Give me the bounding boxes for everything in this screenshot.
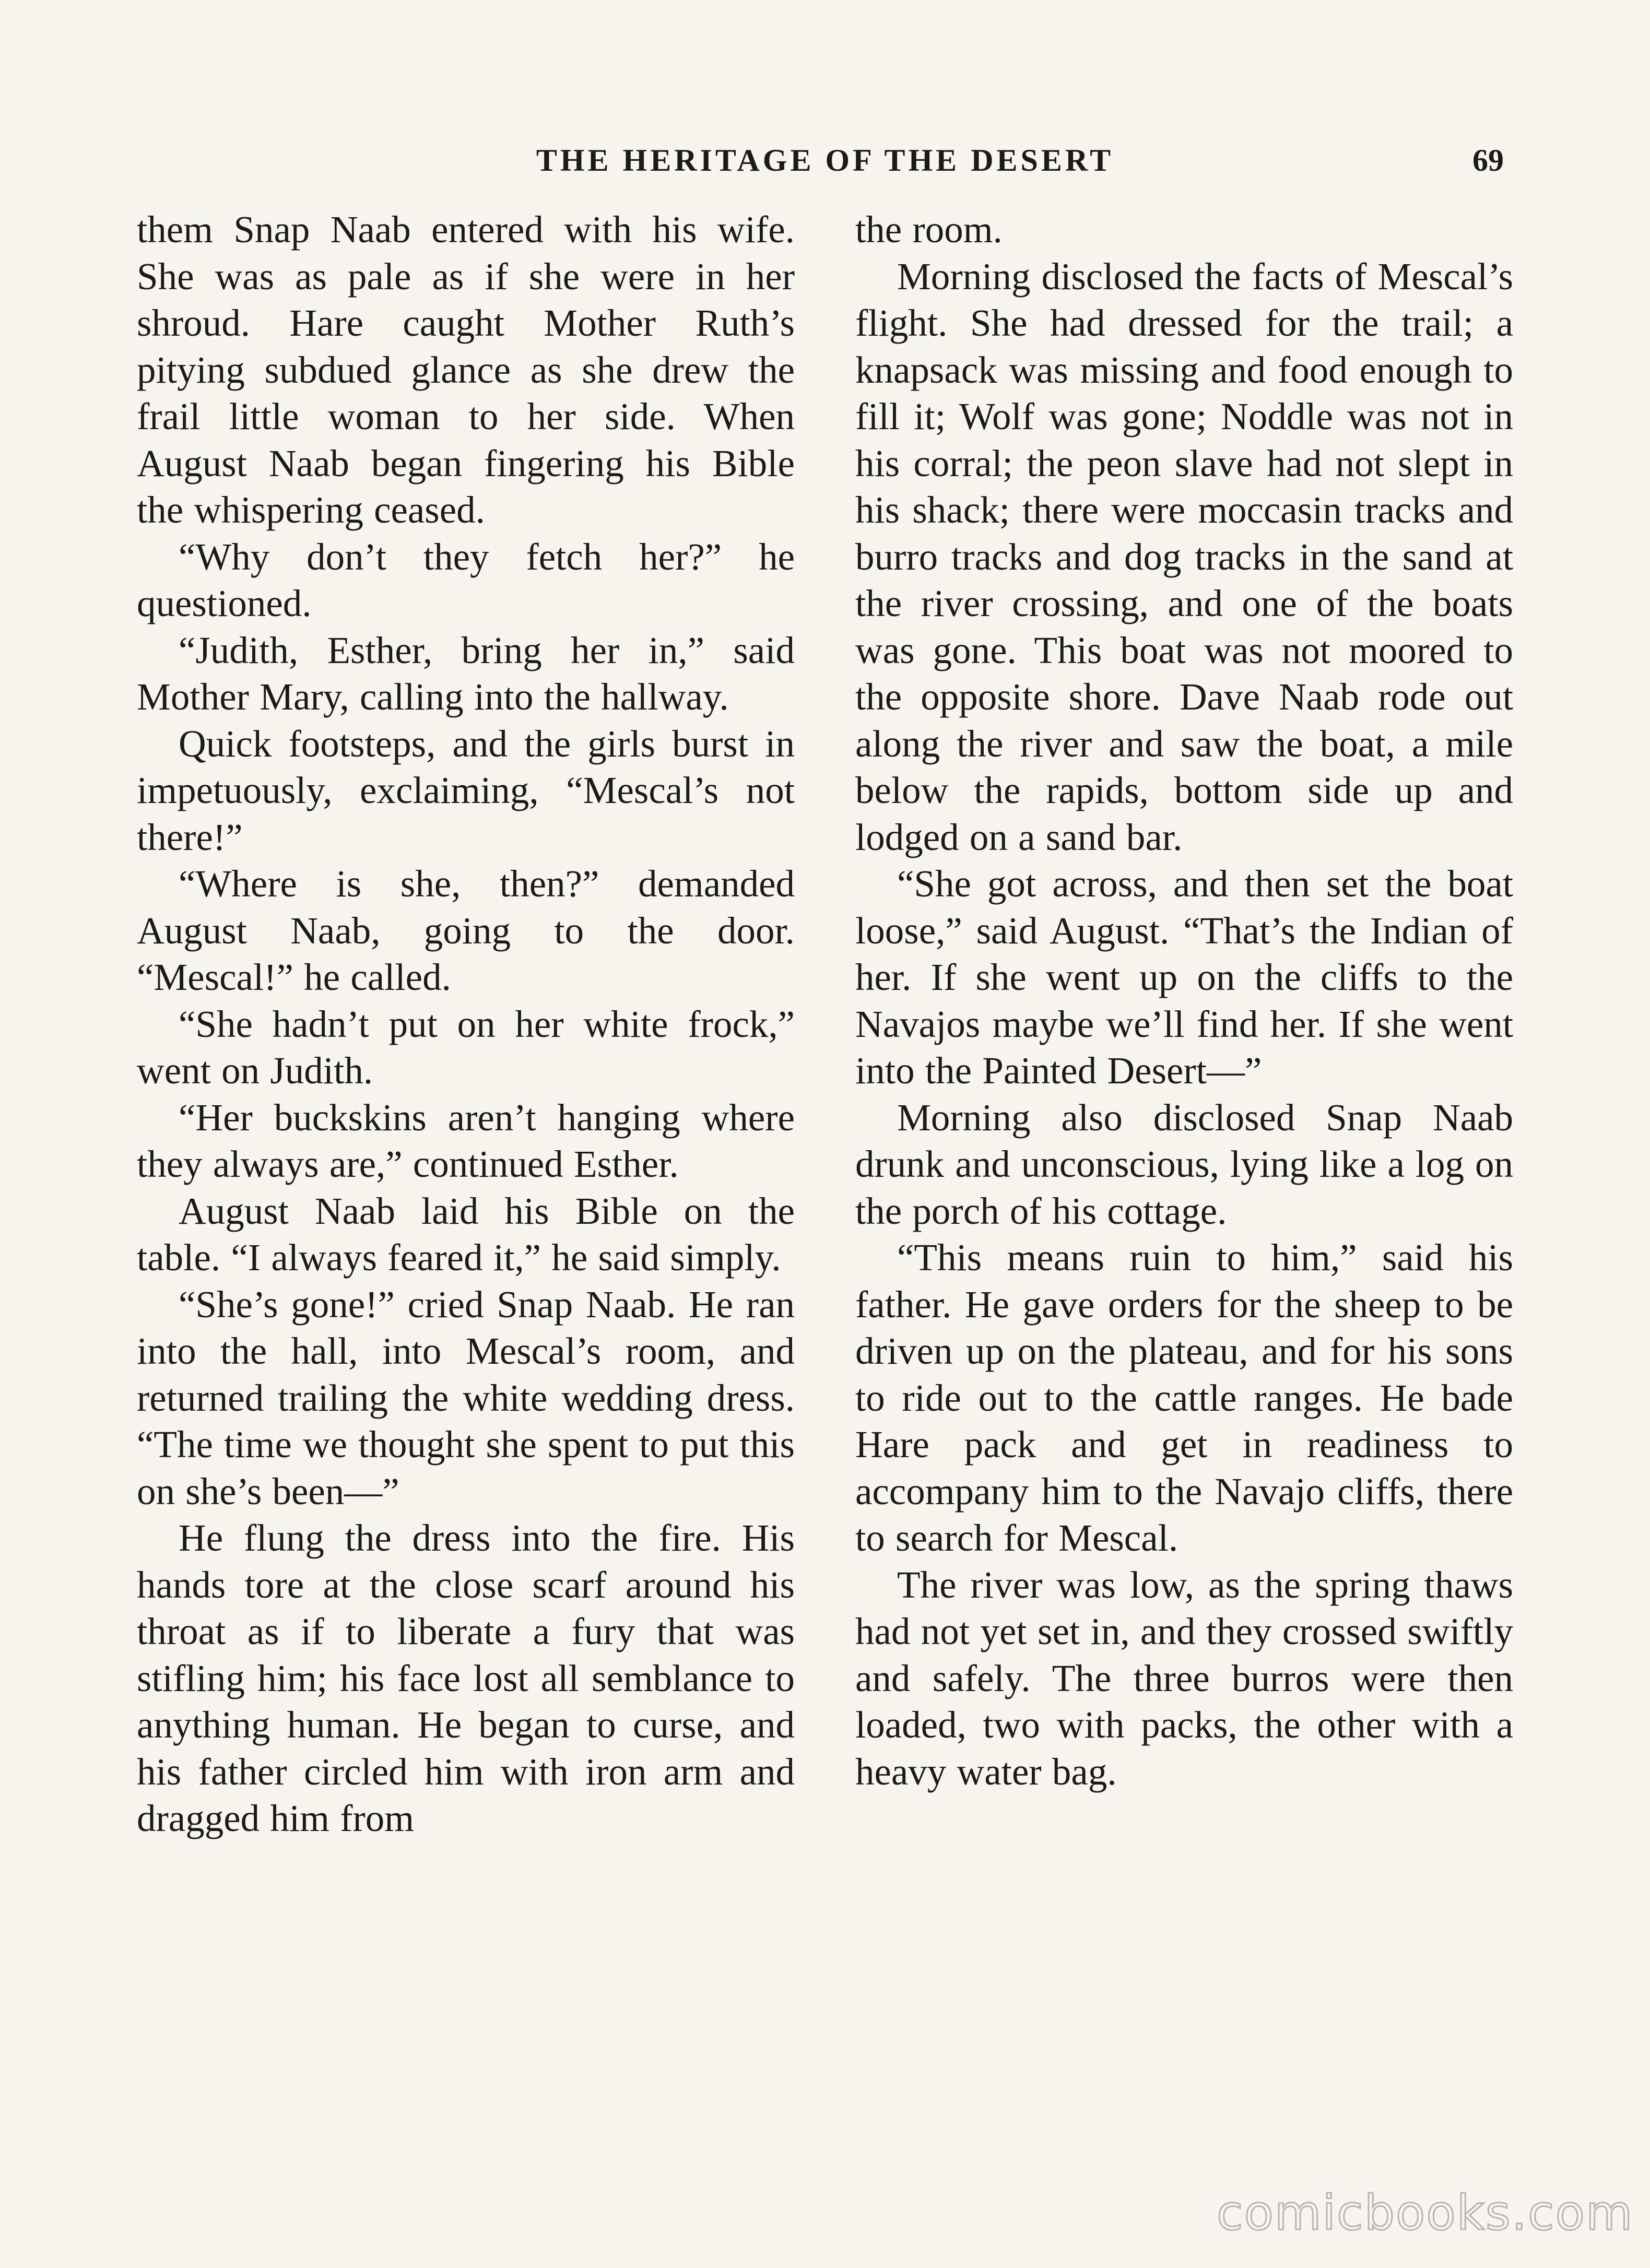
paragraph: “Her buckskins aren’t hanging where they always are,” continued Esther.	[137, 1096, 795, 1185]
running-head	[0, 137, 1650, 184]
paragraph: He flung the dress into the fire. His hands tore at the close scarf around his throat as if to liberate a fury that was stifling him; his face lost all semblance to anything human. He began to curse, and his father circled him with iron arm and dragged him from	[137, 1517, 795, 1839]
paragraph: “She got across, and then set the boat loose,” said August. “That’s the Indian of her. If she went up on the cliffs to the Navajos maybe we’ll find her. If she went into the Painted Desert—”	[855, 863, 1513, 1092]
right-column	[855, 206, 1513, 1795]
paragraph: August Naab laid his Bible on the table. “I always feared it,” he said simply.	[137, 1189, 795, 1279]
paragraph: “She’s gone!” cried Snap Naab. He ran into the hall, into Mescal’s room, and returned trailing the white wedding dress. “The time we thought she spent to put this on she’s been—”	[137, 1283, 795, 1513]
paragraph: Quick footsteps, and the girls burst in impetuously, exclaiming, “Mescal’s not there!”	[137, 722, 795, 858]
paragraph: them Snap Naab entered with his wife. She was as pale as if she were in her shroud. Hare caught Mother Ruth’s pitying subdued glance as she drew the frail little woman to her side. When August Naab began fingering his Bible the whispering ceased.	[137, 208, 795, 531]
paragraph: “Why don’t they fetch her?” he questioned.	[137, 535, 795, 624]
page-number: 69	[1472, 143, 1504, 178]
running-title: THE HERITAGE OF THE DESERT	[536, 143, 1114, 178]
paragraph: Morning disclosed the facts of Mescal’s flight. She had dressed for the trail; a knapsack was missing and food enough to fill it; Wolf was gone; Noddle was not in his corral; the peon slave had not slept in his shack; there were moccasin tracks and burro tracks and dog tracks in the sand at the river crossing, and one of the boats was gone. This boat was not moored to the opposite shore. Dave Naab rode out along the river and saw the boat, a mile below the rapids, bottom side up and lodged on a sand bar.	[855, 255, 1513, 858]
paragraph: The river was low, as the spring thaws had not yet set in, and they crossed swiftly and safely. The three burros were then loaded, two with packs, the other with a heavy water bag.	[855, 1563, 1513, 1793]
paragraph: “Where is she, then?” demanded August Naab, going to the door. “Mescal!” he called.	[137, 863, 795, 998]
watermark: comicbooks.com	[1217, 2185, 1634, 2241]
paragraph: “This means ruin to him,” said his father. He gave orders for the sheep to be driven up on the plateau, and for his sons to ride out to the cattle ranges. He bade Hare pack and get in readiness to accompany him to the Navajo cliffs, there to search for Mescal.	[855, 1236, 1513, 1559]
paragraph: Morning also disclosed Snap Naab drunk and unconscious, lying like a log on the porch of his cottage.	[855, 1096, 1513, 1232]
paragraph: “She hadn’t put on her white frock,” went on Judith.	[137, 1002, 795, 1092]
paragraph: “Judith, Esther, bring her in,” said Mother Mary, calling into the hallway.	[137, 629, 795, 718]
left-column	[137, 206, 795, 1842]
paragraph: the room.	[855, 208, 1003, 251]
